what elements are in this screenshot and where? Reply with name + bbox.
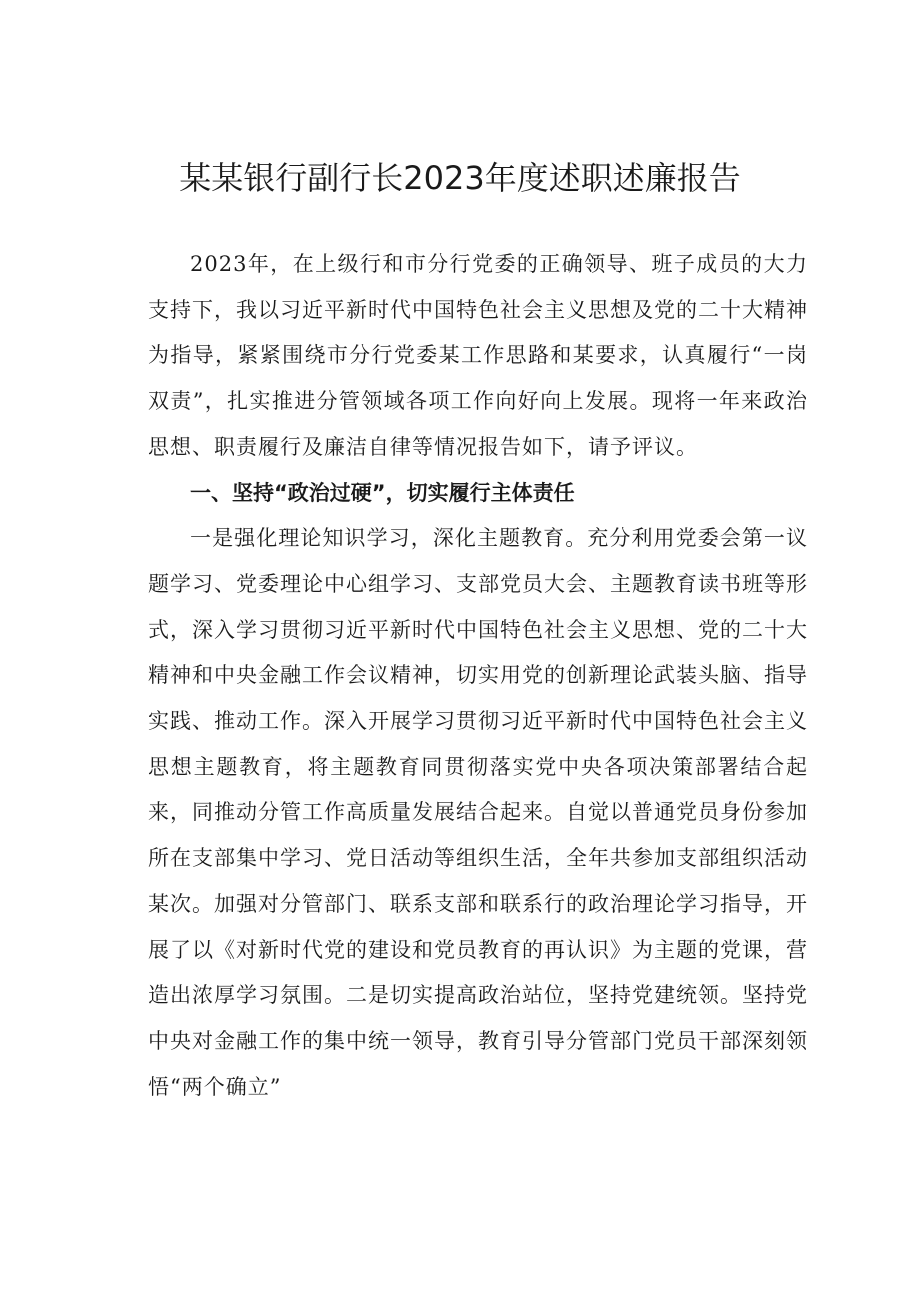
document-title: 某某银行副行长2023年度述职述廉报告 [179,159,741,197]
document-body [148,242,808,1110]
intro-paragraph: 2023年，在上级行和市分行党委的正确领导、班子成员的大力支持下，我以习近平新时代中国特色社会主义思想及党的二十大精神为指导，紧紧围绕市分行党委某工作思路和某要求，认真履行“一岗双责”，扎实推进分管领域各项工作向好向上发展。现将一年来政治思想、职责履行及廉洁自律等情况报告如下，请予评议。 [148,252,808,459]
section-heading-1: 一、坚持“政治过硬”，切实履行主体责任 [190,480,575,505]
section-1-paragraph-1: 一是强化理论知识学习，深化主题教育。充分利用党委会第一议题学习、党委理论中心组学习、支部党员大会、主题教育读书班等形式，深入学习贯彻习近平新时代中国特色社会主义思想、党的二十大精神和中央金融工作会议精神，切实用党的创新理论武装头脑、指导实践、推动工作。深入开展学习贯彻习近平新时代中国特色社会主义思想主题教育，将主题教育同贯彻落实党中央各项决策部署结合起来，同推动分管工作高质量发展结合起来。自觉以普通党员身份参加所在支部集中学习、党日活动等组织生活，全年共参加支部组织活动某次。加强对分管部门、联系支部和联系行的政治理论学习指导，开展了以《对新时代党的建设和党员教育的再认识》为主题的党课，营造出浓厚学习氛围。二是切实提高政治站位，坚持党建统领。坚持党中央对金融工作的集中统一领导，教育引导分管部门党员干部深刻领悟“两个确立” [148,526,808,1099]
